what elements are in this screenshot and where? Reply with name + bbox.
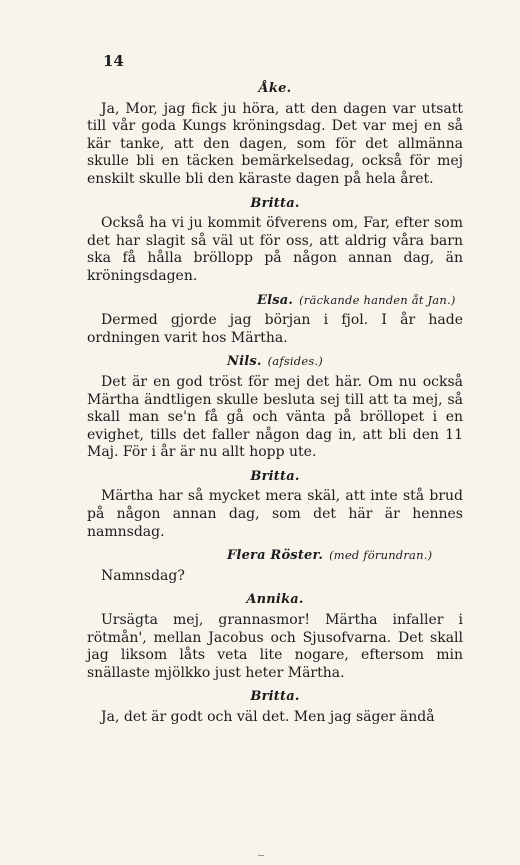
speech-text: Ja, det är godt och väl det. Men jag säger ändå (101, 709, 435, 725)
speech-text: Namnsdag? (101, 567, 185, 584)
speaker-name: Annika. (246, 592, 304, 608)
speech-text: Det är en god tröst för mej det här. Om nu också Märtha ändtligen skulle besluta sej till att ta mej, så skall man se'n få gå och vänta på bröllopet i en evighet, tills det faller någon dag in, att bli den 11 Maj. För i år är nu allt hopp ute. (87, 373, 463, 461)
play-text (87, 80, 463, 733)
speaker-name: Britta. (250, 689, 300, 705)
speaker-line (87, 547, 463, 565)
speaker-line (87, 353, 463, 371)
speaker-name: Elsa. (257, 292, 294, 308)
speech-text: Också ha vi ju kommit öfverens om, Far, efter som det har slagit så väl ut för oss, att aldrig våra barn ska få hålla bröllopp på någon annan dag, än kröningsdagen. (87, 215, 463, 284)
speaker-name: Flera Röster. (227, 548, 324, 564)
speech-text: Ja, Mor, jag fick ju höra, att den dagen var utsatt till vår goda Kungs kröningsdag. Det var mej en så kär tanke, att den dagen, som för det allmänna skulle bli en täcken bemärkelsedag, också för mej enskilt skulle bli den käraste dagen på hela året. (87, 100, 463, 187)
print-mark (258, 855, 264, 856)
speaker-line (87, 292, 463, 310)
speech-text: Märtha har så mycket mera skäl, att inte stå brud på någon annan dag, som det här är hennes namnsdag. (87, 488, 463, 540)
speaker-name: Nils. (227, 354, 262, 370)
speaker-name: Åke. (258, 81, 292, 96)
page-number: 14 (103, 52, 124, 70)
speaker-name: Britta. (250, 195, 300, 211)
speech-text: Dermed gjorde jag början i fjol. I år hade ordningen varit hos Märtha. (87, 312, 463, 346)
speech-text: Ursägta mej, grannasmor! Märtha infaller i rötmån', mellan Jacobus och Sjusofvarna. Det skall jag liksom låts veta lite nogare, eftersom min snällaste mjölkko just heter Märtha. (87, 612, 463, 681)
stage-direction: (med förundran.) (329, 548, 433, 563)
speaker-name: Britta. (250, 468, 300, 484)
stage-direction: (afsides.) (267, 354, 323, 369)
stage-direction: (räckande handen åt Jan.) (299, 292, 456, 307)
